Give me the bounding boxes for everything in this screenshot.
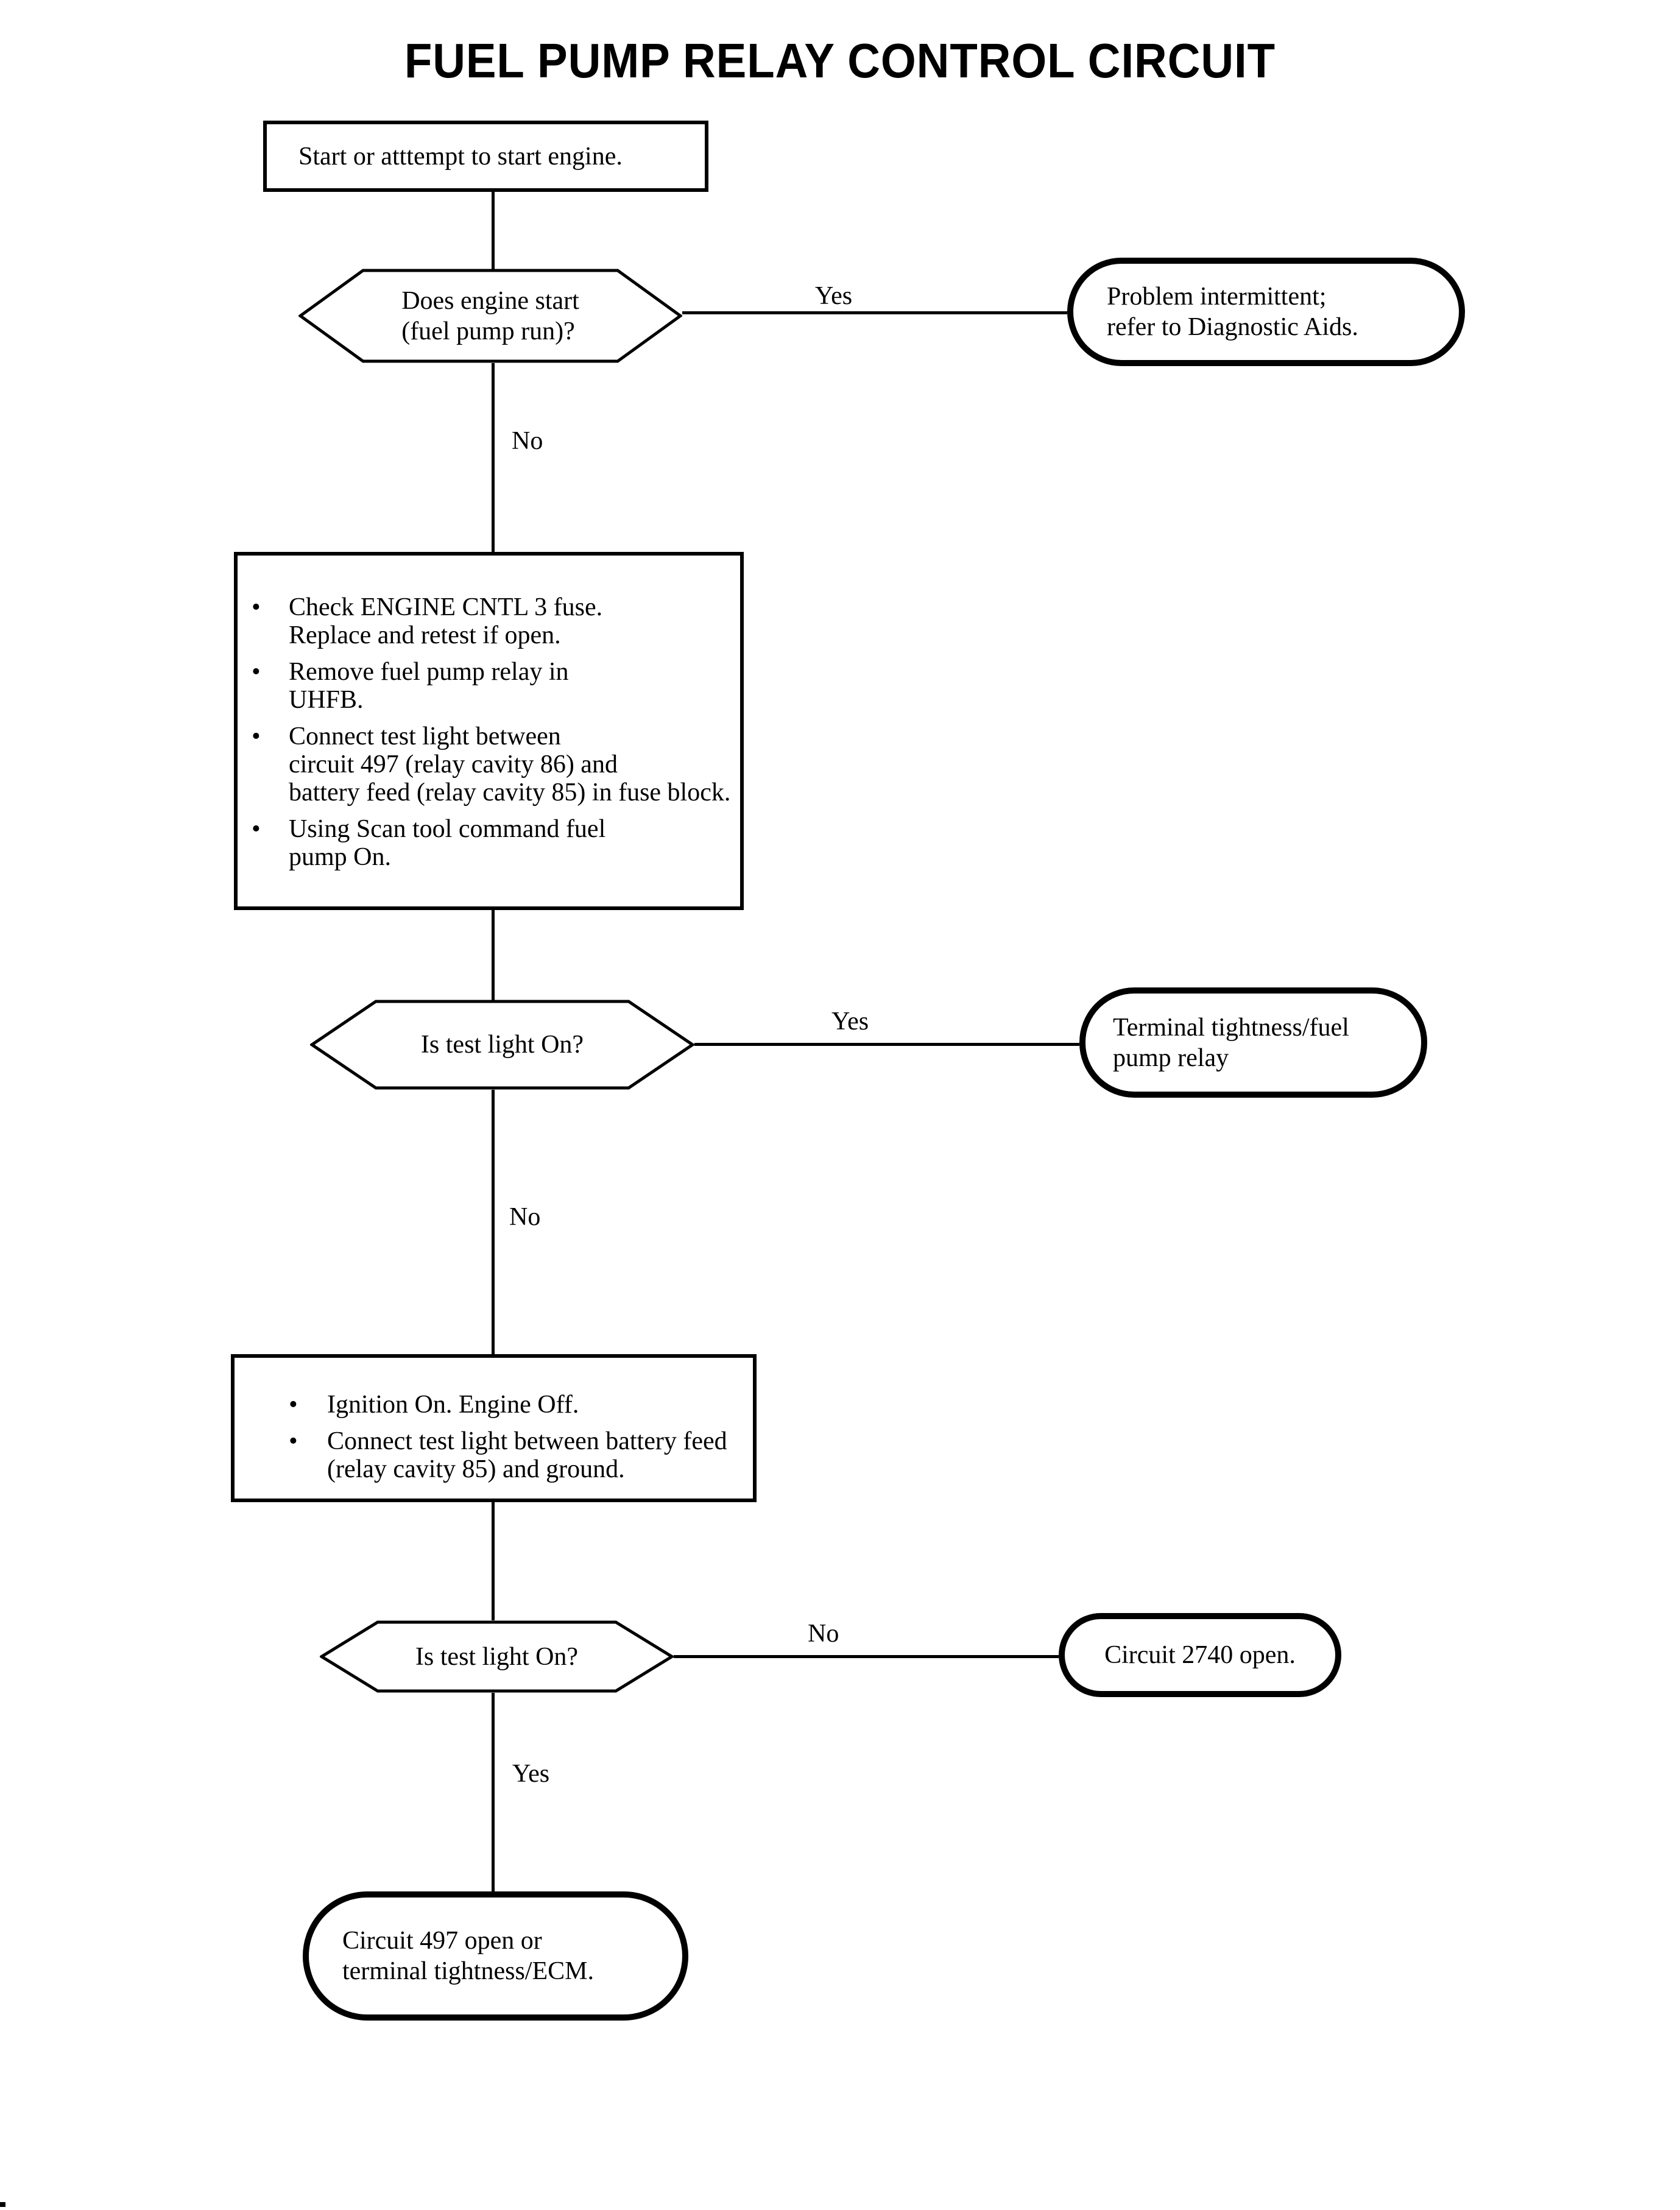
bullet-line: UHFB. — [289, 686, 364, 714]
bullet-icon: • — [252, 658, 261, 686]
terminal-problem-intermittent-line-1: Problem intermittent; — [1107, 283, 1327, 311]
decision-test-light-1-label — [421, 1029, 584, 1060]
bullet-item — [289, 1391, 753, 1419]
terminal-terminal-tightness — [1079, 987, 1427, 1098]
terminal-problem-intermittent-line-2: refer to Diagnostic Aids. — [1107, 313, 1358, 341]
bullet-line: Ignition On. Engine Off. — [327, 1391, 579, 1419]
decision-test-light-1-text: Is test light On? — [420, 1031, 584, 1059]
bullet-icon: • — [252, 815, 261, 843]
bullet-text — [289, 593, 602, 649]
connector-action2-to-decision3 — [492, 1502, 495, 1620]
decision-test-light-2-label — [415, 1642, 578, 1672]
bullet-line: Using Scan tool command fuel — [289, 815, 606, 843]
decision-test-light-2-text: Is test light On? — [415, 1642, 579, 1671]
bullet-text — [327, 1391, 579, 1419]
bullet-icon: • — [252, 722, 261, 750]
connector-action1-to-decision2 — [492, 910, 495, 1001]
terminal-terminal-tightness-line-1: Terminal tightness/fuel — [1113, 1013, 1349, 1042]
decision-test-light-1 — [310, 1000, 694, 1090]
bullet-item — [252, 658, 740, 714]
terminal-circuit-2740-text: Circuit 2740 open. — [1104, 1641, 1296, 1669]
terminal-circuit-2740 — [1059, 1613, 1341, 1697]
node-start-text: Start or atttempt to start engine. — [298, 142, 623, 171]
bullet-item — [289, 1427, 753, 1483]
terminal-circuit-497-line-2: terminal tightness/ECM. — [342, 1957, 594, 1985]
page-title — [0, 35, 1680, 86]
bullet-text — [327, 1427, 727, 1483]
bullet-line: Check ENGINE CNTL 3 fuse. — [289, 593, 603, 621]
page-title-text: FUEL PUMP RELAY CONTROL CIRCUIT — [404, 34, 1276, 88]
edge-label-yes-2: Yes — [831, 1008, 869, 1036]
connector-decision1-to-terminal1 — [682, 311, 1067, 314]
terminal-problem-intermittent — [1067, 258, 1465, 366]
bullet-line: circuit 497 (relay cavity 86) and — [289, 750, 618, 778]
bullet-icon: • — [252, 593, 261, 621]
bullet-icon: • — [289, 1427, 298, 1455]
bullet-line: battery feed (relay cavity 85) in fuse block. — [289, 778, 731, 807]
bullet-line: Connect test light between — [289, 722, 561, 750]
edge-label-no-3: No — [808, 1620, 839, 1648]
action-check-fuse — [234, 552, 744, 910]
bullet-line: Connect test light between battery feed — [327, 1427, 727, 1455]
bullet-text — [289, 722, 730, 807]
bullet-line: pump On. — [289, 843, 391, 871]
terminal-circuit-497-line-1: Circuit 497 open or — [342, 1927, 542, 1955]
bullet-text — [289, 815, 605, 871]
decision-engine-start-line-2: (fuel pump run)? — [401, 317, 575, 345]
edge-label-yes-1: Yes — [815, 282, 853, 310]
connector-start-to-decision1 — [492, 192, 495, 270]
terminal-problem-intermittent-label — [1107, 281, 1358, 342]
connector-decision1-to-action1 — [492, 363, 495, 552]
action-ignition-on — [231, 1354, 757, 1502]
bullet-line: Replace and retest if open. — [289, 621, 561, 649]
edge-label-no-2: No — [509, 1203, 541, 1231]
decision-engine-start-label — [401, 286, 579, 347]
terminal-terminal-tightness-line-2: pump relay — [1113, 1043, 1229, 1072]
decision-test-light-2 — [320, 1620, 674, 1693]
decision-engine-start — [298, 269, 682, 363]
bullet-item — [252, 815, 740, 871]
connector-decision3-to-terminal4 — [492, 1693, 495, 1891]
decision-engine-start-line-1: Does engine start — [401, 286, 579, 315]
terminal-terminal-tightness-label — [1113, 1012, 1349, 1073]
bullet-item — [252, 722, 740, 807]
connector-decision2-to-action2 — [492, 1090, 495, 1354]
terminal-circuit-497-label — [342, 1926, 594, 1986]
bullet-text — [289, 658, 569, 714]
terminal-circuit-497 — [303, 1891, 688, 2021]
connector-decision2-to-terminal2 — [694, 1043, 1079, 1046]
connector-decision3-to-terminal3 — [674, 1655, 1059, 1658]
node-start — [263, 121, 708, 192]
bullet-line: Remove fuel pump relay in — [289, 658, 569, 686]
edge-label-yes-3: Yes — [512, 1760, 550, 1788]
bullet-line: (relay cavity 85) and ground. — [327, 1455, 625, 1483]
scan-artifact-dot — [0, 2202, 5, 2207]
bullet-item — [252, 593, 740, 649]
bullet-icon: • — [289, 1391, 298, 1419]
edge-label-no-1: No — [512, 427, 543, 455]
